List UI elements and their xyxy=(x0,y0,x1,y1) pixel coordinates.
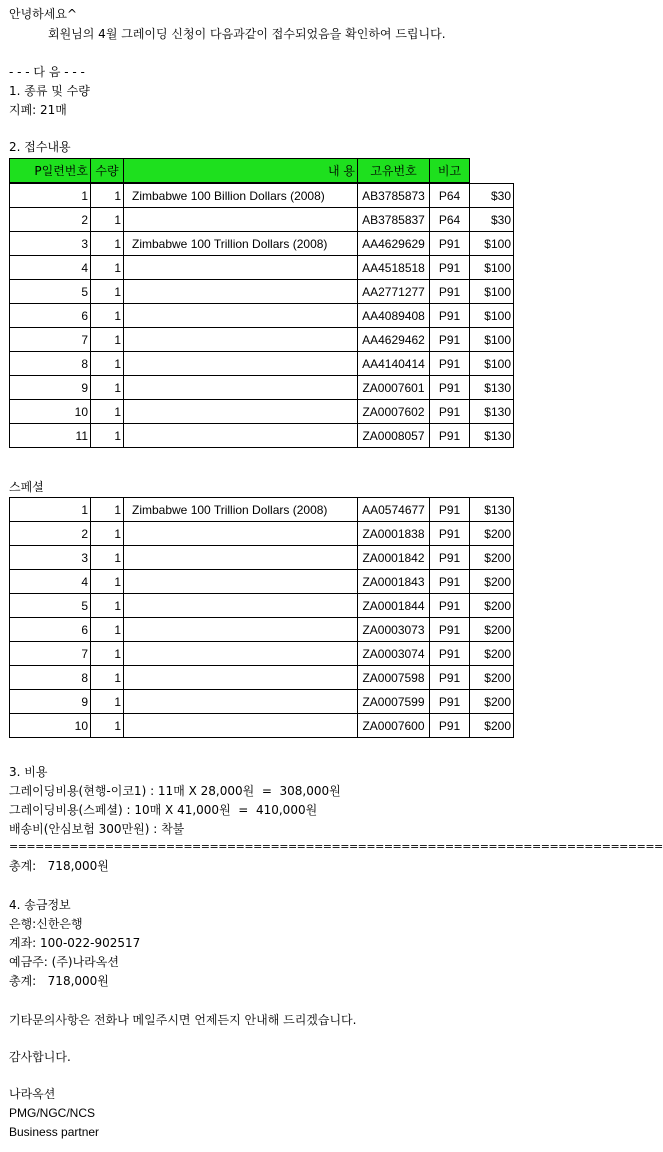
id-cell: ZA0007600 xyxy=(358,714,430,738)
desc-cell: Zimbabwe 100 Billion Dollars (2008) xyxy=(124,184,358,208)
grade-cell: P91 xyxy=(430,256,470,280)
grade-cell: P91 xyxy=(430,280,470,304)
remit-total: 총계: 718,000원 xyxy=(9,974,109,988)
id-cell: ZA0001838 xyxy=(358,522,430,546)
serial-cell: 9 xyxy=(10,376,91,400)
desc-cell xyxy=(124,304,358,328)
serial-cell: 5 xyxy=(10,280,91,304)
serial-cell: 2 xyxy=(10,208,91,232)
qty-cell: 1 xyxy=(91,304,124,328)
grade-cell: P91 xyxy=(430,304,470,328)
serial-cell: 1 xyxy=(10,184,91,208)
qty-cell: 1 xyxy=(91,594,124,618)
fee-cell: $200 xyxy=(470,522,514,546)
fee-cell: $200 xyxy=(470,594,514,618)
table-row xyxy=(10,304,514,328)
fee-cell: $100 xyxy=(470,232,514,256)
account-number: 계좌: 100-022-902517 xyxy=(9,936,141,950)
desc-cell xyxy=(124,570,358,594)
id-cell: ZA0001843 xyxy=(358,570,430,594)
section4-title: 4. 송금정보 xyxy=(9,898,71,912)
grade-cell: P91 xyxy=(430,546,470,570)
table-row xyxy=(10,714,514,738)
serial-cell: 3 xyxy=(10,546,91,570)
grade-cell: P91 xyxy=(430,618,470,642)
desc-cell xyxy=(124,328,358,352)
desc-cell xyxy=(124,522,358,546)
desc-cell xyxy=(124,256,358,280)
id-cell: AA0574677 xyxy=(358,498,430,522)
qty-cell: 1 xyxy=(91,208,124,232)
id-cell: AB3785837 xyxy=(358,208,430,232)
grade-cell: P91 xyxy=(430,424,470,448)
table-row xyxy=(10,618,514,642)
table-header xyxy=(9,158,470,183)
qty-cell: 1 xyxy=(91,570,124,594)
qty-cell: 1 xyxy=(91,498,124,522)
id-cell: ZA0007602 xyxy=(358,400,430,424)
serial-cell: 1 xyxy=(10,498,91,522)
grade-cell: P91 xyxy=(430,642,470,666)
fee-cell: $200 xyxy=(470,642,514,666)
header-note: 비고 xyxy=(430,159,470,183)
id-cell: ZA0001842 xyxy=(358,546,430,570)
desc-cell xyxy=(124,376,358,400)
cost-line-special: 그레이딩비용(스페셜) : 10매 X 41,000원 = 410,000원 xyxy=(9,803,318,817)
qty-cell: 1 xyxy=(91,424,124,448)
serial-cell: 8 xyxy=(10,352,91,376)
grade-cell: P91 xyxy=(430,352,470,376)
table-row xyxy=(10,352,514,376)
cost-line-shipping: 배송비(안심보험 300만원) : 착불 xyxy=(9,822,185,836)
id-cell: AA4089408 xyxy=(358,304,430,328)
id-cell: AB3785873 xyxy=(358,184,430,208)
serial-cell: 3 xyxy=(10,232,91,256)
header-serial: P일련번호 xyxy=(10,159,91,183)
intro-text: 회원님의 4월 그레이딩 신청이 다음과같이 접수되었음을 확인하여 드립니다. xyxy=(48,27,446,41)
serial-cell: 10 xyxy=(10,400,91,424)
table-row xyxy=(10,546,514,570)
table-row xyxy=(10,594,514,618)
section1-line: 지폐: 21매 xyxy=(9,103,67,117)
fee-cell: $200 xyxy=(470,666,514,690)
header-desc: 내 용 xyxy=(124,159,358,183)
serial-cell: 10 xyxy=(10,714,91,738)
serial-cell: 6 xyxy=(10,618,91,642)
id-cell: ZA0003074 xyxy=(358,642,430,666)
desc-cell xyxy=(124,280,358,304)
table-row xyxy=(10,498,514,522)
serial-cell: 2 xyxy=(10,522,91,546)
grade-cell: P91 xyxy=(430,328,470,352)
id-cell: ZA0007598 xyxy=(358,666,430,690)
qty-cell: 1 xyxy=(91,642,124,666)
table-row xyxy=(10,328,514,352)
fee-cell: $130 xyxy=(470,424,514,448)
header-qty: 수량 xyxy=(91,159,124,183)
id-cell: AA4629462 xyxy=(358,328,430,352)
qty-cell: 1 xyxy=(91,690,124,714)
section2-title: 2. 접수내용 xyxy=(9,140,71,154)
desc-cell xyxy=(124,714,358,738)
id-cell: AA4140414 xyxy=(358,352,430,376)
table-row xyxy=(10,400,514,424)
serial-cell: 7 xyxy=(10,642,91,666)
grade-cell: P91 xyxy=(430,498,470,522)
grade-cell: P91 xyxy=(430,522,470,546)
special-table xyxy=(9,497,514,738)
id-cell: ZA0003073 xyxy=(358,618,430,642)
fee-cell: $200 xyxy=(470,618,514,642)
signature-role: Business partner xyxy=(9,1125,100,1139)
grade-cell: P91 xyxy=(430,570,470,594)
grade-cell: P64 xyxy=(430,184,470,208)
fee-cell: $100 xyxy=(470,256,514,280)
desc-cell xyxy=(124,690,358,714)
id-cell: AA2771277 xyxy=(358,280,430,304)
id-cell: ZA0007601 xyxy=(358,376,430,400)
bank-name: 은행:신한은행 xyxy=(9,917,83,931)
desc-cell xyxy=(124,208,358,232)
qty-cell: 1 xyxy=(91,256,124,280)
qty-cell: 1 xyxy=(91,232,124,256)
serial-cell: 8 xyxy=(10,666,91,690)
table-row xyxy=(10,280,514,304)
serial-cell: 9 xyxy=(10,690,91,714)
main-table xyxy=(9,183,514,448)
fee-cell: $130 xyxy=(470,376,514,400)
qty-cell: 1 xyxy=(91,376,124,400)
fee-cell: $200 xyxy=(470,546,514,570)
qty-cell: 1 xyxy=(91,352,124,376)
header-id: 고유번호 xyxy=(358,159,430,183)
fee-cell: $200 xyxy=(470,690,514,714)
thanks-text: 감사합니다. xyxy=(9,1050,71,1064)
table-row xyxy=(10,642,514,666)
fee-cell: $200 xyxy=(470,714,514,738)
fee-cell: $100 xyxy=(470,352,514,376)
qty-cell: 1 xyxy=(91,400,124,424)
table-row xyxy=(10,522,514,546)
id-cell: ZA0007599 xyxy=(358,690,430,714)
serial-cell: 4 xyxy=(10,256,91,280)
table-row xyxy=(10,666,514,690)
greeting: 안녕하세요^ xyxy=(9,7,78,21)
cost-rule: =========================================================================== xyxy=(9,840,663,853)
grade-cell: P91 xyxy=(430,714,470,738)
section3-title: 3. 비용 xyxy=(9,765,48,779)
qty-cell: 1 xyxy=(91,666,124,690)
fee-cell: $100 xyxy=(470,304,514,328)
qty-cell: 1 xyxy=(91,280,124,304)
grade-cell: P91 xyxy=(430,232,470,256)
fee-cell: $200 xyxy=(470,570,514,594)
signature-company: 나라옥션 xyxy=(9,1087,56,1101)
qty-cell: 1 xyxy=(91,522,124,546)
desc-cell xyxy=(124,642,358,666)
divider-title: - - - 다 음 - - - xyxy=(9,65,85,79)
table-row xyxy=(10,376,514,400)
desc-cell xyxy=(124,424,358,448)
table-row xyxy=(10,424,514,448)
fee-cell: $130 xyxy=(470,400,514,424)
desc-cell xyxy=(124,352,358,376)
table-row xyxy=(10,256,514,280)
desc-cell xyxy=(124,400,358,424)
table-row xyxy=(10,184,514,208)
serial-cell: 5 xyxy=(10,594,91,618)
grade-cell: P91 xyxy=(430,666,470,690)
qty-cell: 1 xyxy=(91,546,124,570)
id-cell: AA4629629 xyxy=(358,232,430,256)
id-cell: ZA0001844 xyxy=(358,594,430,618)
fee-cell: $30 xyxy=(470,184,514,208)
table-row xyxy=(10,570,514,594)
desc-cell xyxy=(124,618,358,642)
qty-cell: 1 xyxy=(91,184,124,208)
fee-cell: $100 xyxy=(470,280,514,304)
grade-cell: P91 xyxy=(430,594,470,618)
desc-cell xyxy=(124,666,358,690)
table-row xyxy=(10,208,514,232)
account-holder: 예금주: (주)나라옥션 xyxy=(9,955,119,969)
serial-cell: 4 xyxy=(10,570,91,594)
qty-cell: 1 xyxy=(91,714,124,738)
table-row xyxy=(10,690,514,714)
desc-cell xyxy=(124,546,358,570)
cost-line-regular: 그레이딩비용(현행-이코1) : 11매 X 28,000원 = 308,000원 xyxy=(9,784,341,798)
fee-cell: $30 xyxy=(470,208,514,232)
serial-cell: 6 xyxy=(10,304,91,328)
grade-cell: P91 xyxy=(430,400,470,424)
id-cell: ZA0008057 xyxy=(358,424,430,448)
fee-cell: $130 xyxy=(470,498,514,522)
table-row xyxy=(10,232,514,256)
qty-cell: 1 xyxy=(91,618,124,642)
desc-cell xyxy=(124,594,358,618)
notice-text: 기타문의사항은 전화나 메일주시면 언제든지 안내해 드리겠습니다. xyxy=(9,1013,357,1027)
grade-cell: P64 xyxy=(430,208,470,232)
fee-cell: $100 xyxy=(470,328,514,352)
qty-cell: 1 xyxy=(91,328,124,352)
cost-total: 총계: 718,000원 xyxy=(9,859,109,873)
section1-title: 1. 종류 및 수량 xyxy=(9,84,90,98)
serial-cell: 11 xyxy=(10,424,91,448)
grade-cell: P91 xyxy=(430,690,470,714)
desc-cell: Zimbabwe 100 Trillion Dollars (2008) xyxy=(124,232,358,256)
id-cell: AA4518518 xyxy=(358,256,430,280)
grade-cell: P91 xyxy=(430,376,470,400)
desc-cell: Zimbabwe 100 Trillion Dollars (2008) xyxy=(124,498,358,522)
serial-cell: 7 xyxy=(10,328,91,352)
signature-services: PMG/NGC/NCS xyxy=(9,1106,96,1120)
special-title: 스페셜 xyxy=(9,480,44,494)
